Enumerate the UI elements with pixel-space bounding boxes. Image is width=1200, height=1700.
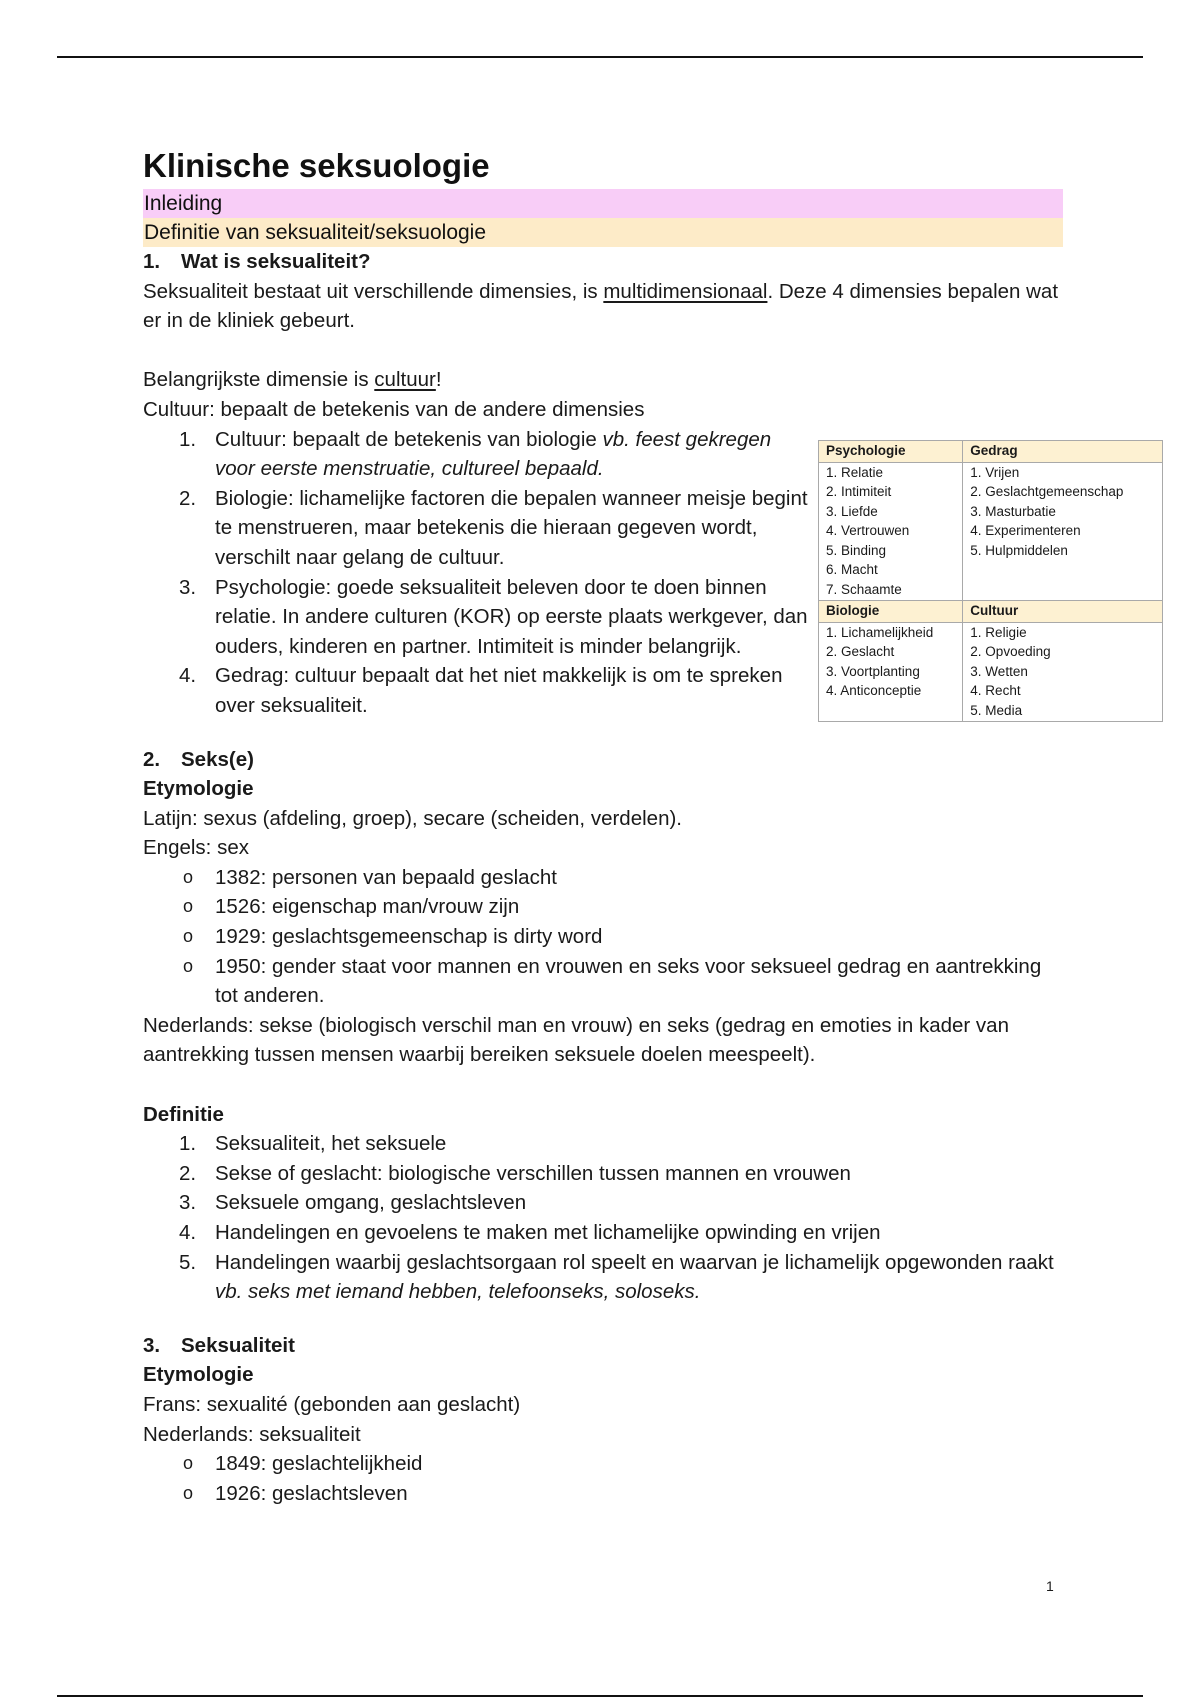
engels-line: Engels: sex [143,836,249,860]
bullet-icon: o [183,926,194,947]
engels-list [143,863,1063,1011]
underlined-term: cultuur [374,368,436,392]
definitie-list [143,1129,1063,1307]
section-number: 1. [143,250,161,273]
nederlands-line: Nederlands: seksualiteit [143,1422,361,1446]
section-title: Seks(e) [181,747,254,771]
list-item: 2. Sekse of geslacht: biologische verschillen tussen mannen en vrouwen [179,1161,851,1185]
bullet-icon: o [183,866,194,887]
etymologie-heading: Etymologie [143,1363,254,1387]
list-item: o 1849: geslachtelijkheid [179,1449,1063,1479]
cultuur-cell: 1. Religie 2. Opvoeding 3. Wetten 4. Recht 5. Media [963,622,1163,722]
list-item: o 1929: geslachtsgemeenschap is dirty word [179,922,1063,952]
section-3-heading [143,1331,1063,1361]
table-row [819,622,1163,722]
footer-rule [57,1695,1143,1697]
section-title: Wat is seksualiteit? [181,250,371,273]
header-psychologie: Psychologie [819,441,963,463]
etymologie-heading: Etymologie [143,777,254,801]
section-title: Seksualiteit [181,1333,295,1357]
list-item: o 1382: personen van bepaald geslacht [179,863,1063,893]
list-item: o 1526: eigenschap man/vrouw zijn [179,892,1063,922]
list-item: 3. Seksuele omgang, geslachtsleven [179,1191,527,1215]
underlined-term: multidimensionaal [603,279,768,303]
gedrag-cell: 1. Vrijen 2. Geslachtgemeenschap 3. Masturbatie 4. Experimenteren 5. Hulpmiddelen [963,462,1163,601]
table-row [819,462,1163,601]
list-item: o 1926: geslachtsleven [179,1479,1063,1509]
definitie-heading: Definitie [143,1102,224,1126]
cultuur-line: Cultuur: bepaalt de betekenis van de andere dimensies [143,397,645,421]
list-item: 4. Gedrag: cultuur bepaalt dat het niet makkelijk is om te spreken over seksualiteit. [179,664,783,717]
table-header-row [819,441,1163,463]
latijn-line: Latijn: sexus (afdeling, groep), secare (scheiden, verdelen). [143,806,682,830]
header-cultuur: Cultuur [963,601,1163,623]
section-number: 2. [143,747,161,771]
bullet-icon: o [183,1453,194,1474]
bullet-icon: o [183,955,194,976]
dimensions-list [143,425,808,721]
heading-inleiding: Inleiding [143,189,1063,218]
bullet-icon: o [183,1482,194,1503]
header-biologie: Biologie [819,601,963,623]
nederlands-line: Nederlands: sekse (biologisch verschil man en vrouw) en seks (gedrag en emoties in kader van aantrekking tussen mensen waarbij bereiken seksuele doelen meespeelt). [143,1013,1009,1067]
list-item: 1. Cultuur: bepaalt de betekenis van biologie vb. feest gekregen voor eerste menstruatie, cultureel bepaald. [179,427,772,481]
page-title: Klinische seksuologie [143,147,490,184]
biologie-cell: 1. Lichamelijkheid 2. Geslacht 3. Voortplanting 4. Anticonceptie [826,624,934,698]
section-1-intro: Seksualiteit bestaat uit verschillende dimensies, is multidimensionaal. Deze 4 dimensies bepalen wat er in de kliniek gebeurt. [143,279,1059,333]
list-item: 3. Psychologie: goede seksualiteit beleven door te doen binnen relatie. In andere culturen (KOR) op eerste plaats werkgever, dan ouders, kinderen en partner. Intimiteit is minder belangrijk. [179,575,808,658]
list-item: 2. Biologie: lichamelijke factoren die bepalen wanneer meisje begint te menstrueren, maar betekenis die hieraan gegeven wordt, verschilt naar gelang de cultuur. [179,486,808,569]
header-gedrag: Gedrag [963,441,1163,463]
psychologie-cell: 1. Relatie 2. Intimiteit 3. Liefde 4. Vertrouwen 5. Binding 6. Macht 7. Schaamte [826,464,910,597]
list-item: 1. Seksualiteit, het seksuele [179,1132,447,1156]
heading-definitie: Definitie van seksualiteit/seksuologie [143,218,1063,247]
frans-line: Frans: sexualité (gebonden aan geslacht) [143,1392,521,1416]
section-number: 3. [143,1333,161,1357]
list-item: o 1950: gender staat voor mannen en vrouwen en seks voor seksueel gedrag en aantrekking tot anderen. [179,952,1063,1011]
belangrijkste-dimensie: Belangrijkste dimensie is cultuur! [143,368,442,392]
nederlands-list [143,1449,1063,1508]
header-rule [57,56,1143,58]
page-number: 1 [1046,1578,1054,1594]
section-2-heading [143,745,1063,775]
table-header-row [819,601,1163,623]
dimensions-table [818,440,1163,722]
list-item: 5. Handelingen waarbij geslachtsorgaan rol speelt en waarvan je lichamelijk opgewonden raakt vb. seks met iemand hebben, telefoonseks, soloseks. [179,1250,1054,1304]
document-body [143,145,1063,1508]
section-1-heading [143,247,1063,277]
list-item: 4. Handelingen en gevoelens te maken met lichamelijke opwinding en vrijen [179,1221,881,1244]
bullet-icon: o [183,896,194,917]
